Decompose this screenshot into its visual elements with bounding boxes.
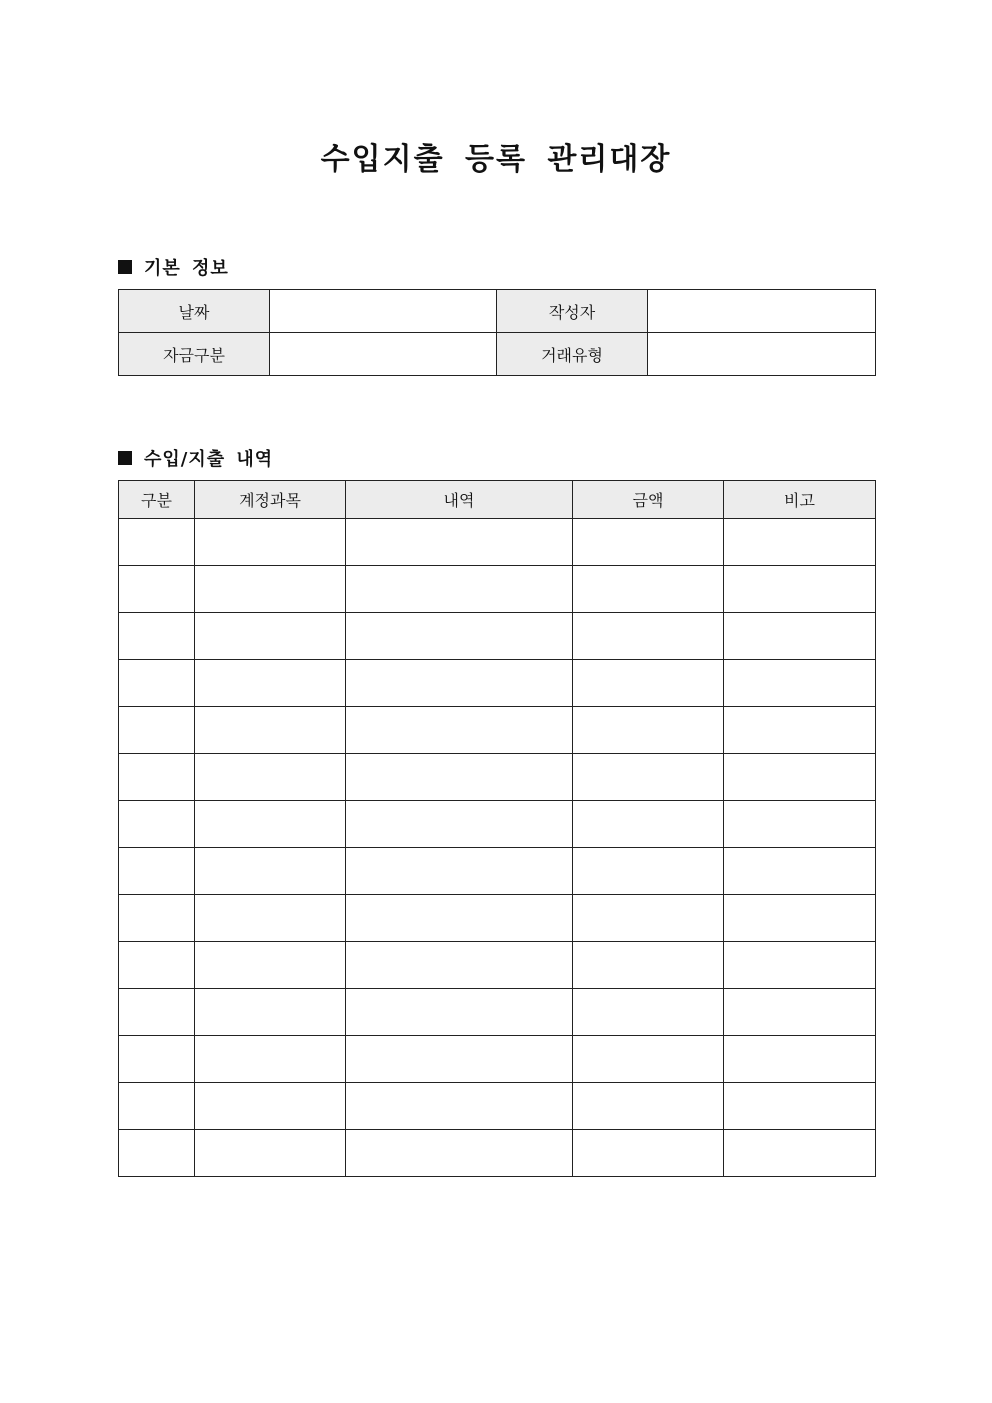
remarks-cell[interactable] xyxy=(724,1083,876,1130)
amount-cell[interactable] xyxy=(573,1083,724,1130)
amount-cell[interactable] xyxy=(573,660,724,707)
details-cell[interactable] xyxy=(346,754,573,801)
table-row xyxy=(119,519,876,566)
table-row xyxy=(119,754,876,801)
amount-cell[interactable] xyxy=(573,1130,724,1177)
category-cell[interactable] xyxy=(119,613,195,660)
amount-cell[interactable] xyxy=(573,566,724,613)
remarks-cell[interactable] xyxy=(724,754,876,801)
amount-cell[interactable] xyxy=(573,707,724,754)
table-row xyxy=(119,1083,876,1130)
basic-info-heading xyxy=(118,254,229,280)
account-cell[interactable] xyxy=(195,754,346,801)
table-row xyxy=(119,1130,876,1177)
account-cell[interactable] xyxy=(195,1083,346,1130)
category-cell[interactable] xyxy=(119,895,195,942)
author-label: 작성자 xyxy=(497,290,648,333)
date-value-cell[interactable] xyxy=(270,290,497,333)
remarks-cell[interactable] xyxy=(724,1036,876,1083)
column-header-category: 구분 xyxy=(119,481,195,519)
table-row xyxy=(119,942,876,989)
account-cell[interactable] xyxy=(195,989,346,1036)
details-cell[interactable] xyxy=(346,989,573,1036)
category-cell[interactable] xyxy=(119,848,195,895)
details-cell[interactable] xyxy=(346,1083,573,1130)
basic-info-row xyxy=(119,333,876,376)
transaction-type-label: 거래유형 xyxy=(497,333,648,376)
details-cell[interactable] xyxy=(346,942,573,989)
category-cell[interactable] xyxy=(119,1036,195,1083)
details-cell[interactable] xyxy=(346,707,573,754)
category-cell[interactable] xyxy=(119,801,195,848)
account-cell[interactable] xyxy=(195,519,346,566)
square-bullet-icon xyxy=(118,451,132,465)
details-cell[interactable] xyxy=(346,660,573,707)
category-cell[interactable] xyxy=(119,519,195,566)
account-cell[interactable] xyxy=(195,566,346,613)
remarks-cell[interactable] xyxy=(724,989,876,1036)
remarks-cell[interactable] xyxy=(724,895,876,942)
amount-cell[interactable] xyxy=(573,519,724,566)
remarks-cell[interactable] xyxy=(724,942,876,989)
basic-info-heading-text: 기본 정보 xyxy=(144,258,229,279)
remarks-cell[interactable] xyxy=(724,660,876,707)
remarks-cell[interactable] xyxy=(724,566,876,613)
table-row xyxy=(119,801,876,848)
table-row xyxy=(119,989,876,1036)
account-cell[interactable] xyxy=(195,613,346,660)
category-cell[interactable] xyxy=(119,989,195,1036)
account-cell[interactable] xyxy=(195,1036,346,1083)
remarks-cell[interactable] xyxy=(724,801,876,848)
basic-info-table xyxy=(118,289,876,376)
basic-info-row xyxy=(119,290,876,333)
table-row xyxy=(119,660,876,707)
ledger-heading xyxy=(118,445,273,471)
ledger-table xyxy=(118,480,876,1177)
details-cell[interactable] xyxy=(346,895,573,942)
column-header-remarks: 비고 xyxy=(724,481,876,519)
table-row xyxy=(119,707,876,754)
column-header-amount: 금액 xyxy=(573,481,724,519)
details-cell[interactable] xyxy=(346,1130,573,1177)
account-cell[interactable] xyxy=(195,895,346,942)
details-cell[interactable] xyxy=(346,848,573,895)
account-cell[interactable] xyxy=(195,942,346,989)
table-row xyxy=(119,848,876,895)
account-cell[interactable] xyxy=(195,707,346,754)
remarks-cell[interactable] xyxy=(724,848,876,895)
amount-cell[interactable] xyxy=(573,754,724,801)
amount-cell[interactable] xyxy=(573,942,724,989)
remarks-cell[interactable] xyxy=(724,519,876,566)
account-cell[interactable] xyxy=(195,660,346,707)
table-row xyxy=(119,895,876,942)
details-cell[interactable] xyxy=(346,1036,573,1083)
category-cell[interactable] xyxy=(119,707,195,754)
amount-cell[interactable] xyxy=(573,989,724,1036)
details-cell[interactable] xyxy=(346,519,573,566)
category-cell[interactable] xyxy=(119,942,195,989)
details-cell[interactable] xyxy=(346,613,573,660)
amount-cell[interactable] xyxy=(573,801,724,848)
document-title: 수입지출 등록 관리대장 xyxy=(320,142,672,177)
author-value-cell[interactable] xyxy=(648,290,876,333)
account-cell[interactable] xyxy=(195,801,346,848)
account-cell[interactable] xyxy=(195,848,346,895)
category-cell[interactable] xyxy=(119,566,195,613)
amount-cell[interactable] xyxy=(573,895,724,942)
table-row xyxy=(119,566,876,613)
amount-cell[interactable] xyxy=(573,1036,724,1083)
details-cell[interactable] xyxy=(346,566,573,613)
column-header-details: 내역 xyxy=(346,481,573,519)
fund-type-label: 자금구분 xyxy=(119,333,270,376)
ledger-heading-text: 수입/지출 내역 xyxy=(144,449,274,470)
fund-type-value-cell[interactable] xyxy=(270,333,497,376)
square-bullet-icon xyxy=(118,260,132,274)
category-cell[interactable] xyxy=(119,754,195,801)
column-header-account: 계정과목 xyxy=(195,481,346,519)
details-cell[interactable] xyxy=(346,801,573,848)
remarks-cell[interactable] xyxy=(724,1130,876,1177)
remarks-cell[interactable] xyxy=(724,707,876,754)
category-cell[interactable] xyxy=(119,660,195,707)
table-row xyxy=(119,613,876,660)
amount-cell[interactable] xyxy=(573,613,724,660)
account-cell[interactable] xyxy=(195,1130,346,1177)
ledger-header-row xyxy=(119,481,876,519)
category-cell[interactable] xyxy=(119,1130,195,1177)
transaction-type-value-cell[interactable] xyxy=(648,333,876,376)
remarks-cell[interactable] xyxy=(724,613,876,660)
category-cell[interactable] xyxy=(119,1083,195,1130)
date-label: 날짜 xyxy=(119,290,270,333)
table-row xyxy=(119,1036,876,1083)
amount-cell[interactable] xyxy=(573,848,724,895)
